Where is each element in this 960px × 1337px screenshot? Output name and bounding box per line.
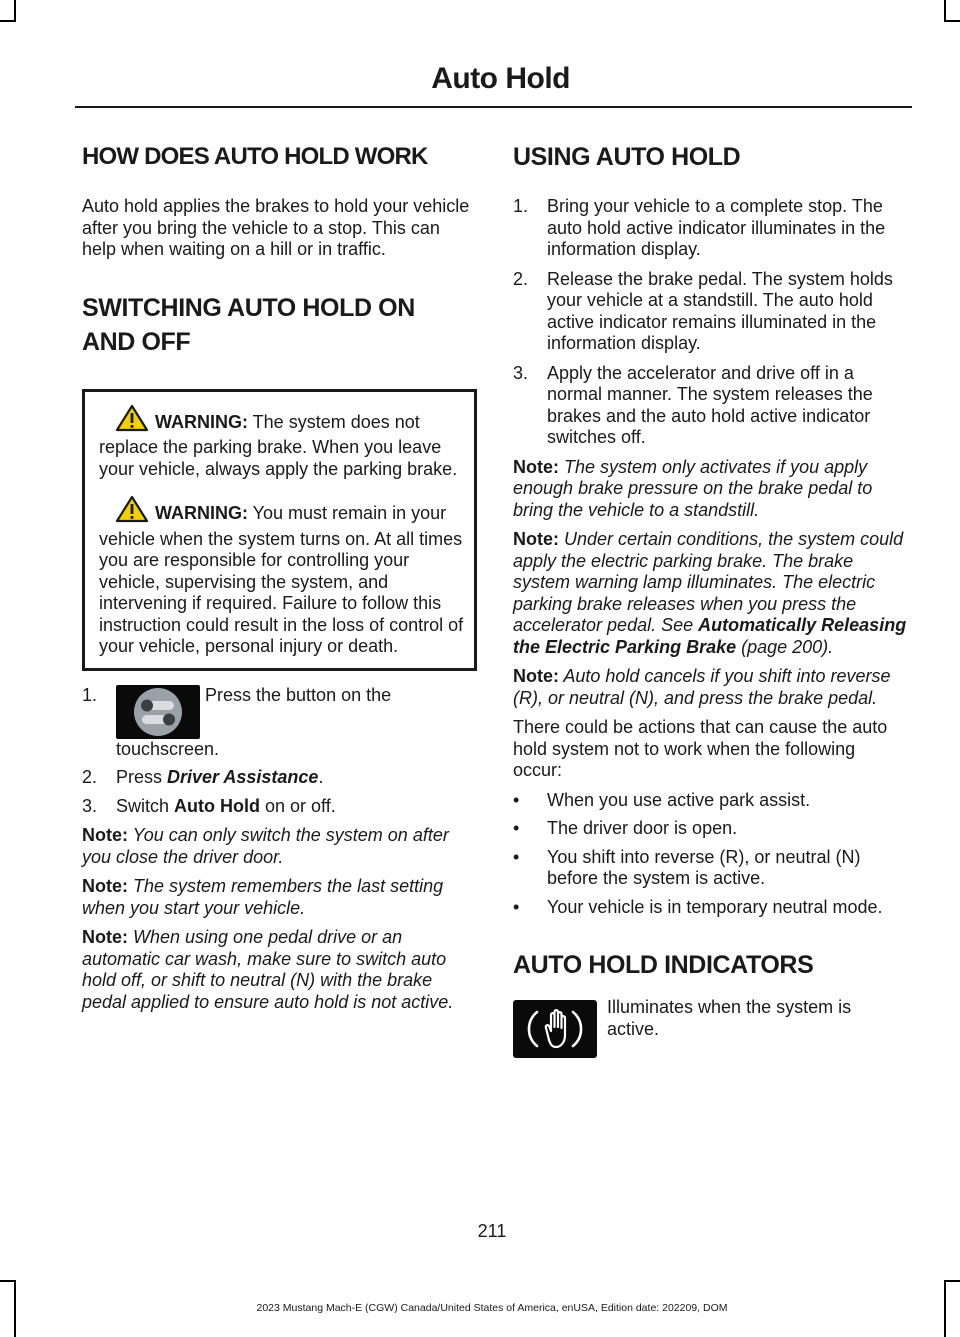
- note-text: The system remembers the last setting when you start your vehicle.: [82, 876, 444, 918]
- bullet-glyph: •: [513, 846, 520, 867]
- warning-triangle-icon: [115, 404, 149, 438]
- auto-hold-hand-icon: [513, 1000, 597, 1058]
- note-label: Note:: [82, 927, 128, 947]
- warning-paragraph: [99, 495, 464, 658]
- warning-text: You must remain in your vehicle when the system turns on. At all times you are responsible for controlling your vehicle, supervising the system, and intervening if required. Failure to follow this instruction could result in the loss of control of your vehicle, personal injury or death.: [99, 503, 464, 656]
- list-item: [513, 363, 908, 449]
- step-text: Apply the accelerator and drive off in a normal manner. The system releases the brakes and the auto hold active indicator switches off.: [547, 362, 873, 447]
- step-text: .: [318, 767, 324, 787]
- warning-box: [82, 389, 477, 671]
- note-text: You can only switch the system on after you close the driver door.: [82, 825, 449, 867]
- list-item: [513, 790, 908, 812]
- note-text: Auto hold cancels if you shift into reverse (R), or neutral (N), and press the brake pedal.: [513, 666, 891, 708]
- step-text: Bring your vehicle to a complete stop. The auto hold active indicator illuminates in the information display.: [547, 196, 886, 259]
- section-heading-how: HOW DOES AUTO HOLD WORK: [82, 143, 428, 170]
- note-text: The system only activates if you apply enough brake pressure on the brake pedal to bring the vehicle to a standstill.: [513, 456, 873, 520]
- list-item: [513, 818, 908, 840]
- right-column: [513, 140, 908, 1064]
- indicator-row: [513, 997, 908, 1064]
- note-label: Note:: [82, 825, 128, 845]
- note: [82, 876, 474, 919]
- note-label: Note:: [513, 529, 559, 549]
- left-column: [82, 140, 474, 1013]
- list-item: [513, 269, 908, 355]
- crop-mark: [0, 1280, 16, 1282]
- list-item: [513, 897, 908, 919]
- menu-reference: Driver Assistance: [167, 767, 319, 787]
- step-number: 1.: [513, 196, 529, 216]
- list-item: [82, 796, 474, 818]
- step-number: 2.: [82, 767, 98, 787]
- bullet-glyph: •: [513, 818, 520, 838]
- section-heading-switch-line2: AND OFF: [82, 327, 191, 356]
- cross-reference-link[interactable]: Automatically Releasing the Electric Parking Brake: [513, 615, 907, 657]
- warning-triangle-icon: [115, 495, 149, 529]
- note: [513, 457, 908, 522]
- bullet-text: Your vehicle is in temporary neutral mode.: [547, 896, 883, 917]
- paragraph-how: Auto hold applies the brakes to hold your vehicle after you bring the vehicle to a stop. This can help when waiting on a hill or in traffic.: [82, 196, 470, 259]
- crop-mark: [0, 20, 16, 22]
- section-heading-switch-line1: SWITCHING AUTO HOLD ON: [82, 293, 415, 322]
- note-text: Under certain conditions, the system could apply the electric parking brake. The brake system warning lamp illuminates. The electric parking brake releases when you press the accelerator pedal. See: [513, 529, 904, 635]
- header-divider: [75, 106, 912, 108]
- bullet-glyph: •: [513, 789, 520, 810]
- footer-edition-line: 2023 Mustang Mach-E (CGW) Canada/United States of America, enUSA, Edition date: 202209, DOM: [256, 1302, 728, 1314]
- settings-toggle-icon: [116, 685, 200, 739]
- note-label: Note:: [513, 456, 559, 477]
- bullet-text: You shift into reverse (R), or neutral (N) before the system is active.: [547, 846, 861, 888]
- step-text: on or off.: [260, 795, 336, 816]
- note: [82, 825, 474, 868]
- bullet-text: When you use active park assist.: [547, 789, 811, 810]
- step-number: 3.: [82, 795, 98, 816]
- bullet-text: The driver door is open.: [547, 818, 738, 838]
- note-label: Note:: [82, 876, 128, 896]
- warning-text: The system does not replace the parking brake. When you leave your vehicle, always apply the parking brake.: [99, 411, 458, 479]
- note-label: Note:: [513, 666, 559, 686]
- step-number: 3.: [513, 362, 529, 383]
- crop-mark: [944, 1280, 960, 1282]
- step-number: 1.: [82, 684, 98, 705]
- note: [82, 927, 474, 1013]
- crop-mark: [944, 0, 946, 22]
- page-title: Auto Hold: [431, 62, 570, 95]
- page-reference: (page 200).: [736, 636, 834, 657]
- setting-reference: Auto Hold: [174, 795, 261, 816]
- paragraph-actions: There could be actions that can cause the auto hold system not to work when the following occur:: [513, 717, 888, 780]
- bullet-glyph: •: [513, 896, 520, 917]
- step-text: Switch: [116, 795, 175, 816]
- list-item: [82, 685, 474, 761]
- step-number: 2.: [513, 268, 529, 289]
- section-heading-using: USING AUTO HOLD: [513, 143, 741, 171]
- step-text: Press: [116, 767, 168, 787]
- crop-mark: [14, 0, 16, 22]
- warning-label: WARNING:: [155, 411, 248, 432]
- section-heading-indicators: AUTO HOLD INDICATORS: [513, 951, 814, 979]
- note-text: When using one pedal drive or an automatic car wash, make sure to switch auto hold off, or shift to neutral (N) with the brake pedal applied to ensure auto hold is not active.: [82, 927, 454, 1012]
- step-text: Release the brake pedal. The system holds your vehicle at a standstill. The auto hold active indicator remains illuminated in the information display.: [547, 268, 893, 353]
- list-item: [82, 767, 474, 789]
- list-item: [513, 847, 908, 890]
- warning-paragraph: [99, 404, 464, 481]
- note: [513, 666, 908, 709]
- crop-mark: [944, 20, 960, 22]
- page-number: 211: [477, 1221, 507, 1241]
- note: [513, 529, 908, 658]
- indicator-description: Illuminates when the system is active.: [607, 997, 852, 1039]
- list-item: [513, 196, 908, 261]
- step-text: Press the button on the touchscreen.: [116, 684, 392, 759]
- warning-label: WARNING:: [155, 503, 248, 523]
- section-heading-switch: [82, 291, 474, 359]
